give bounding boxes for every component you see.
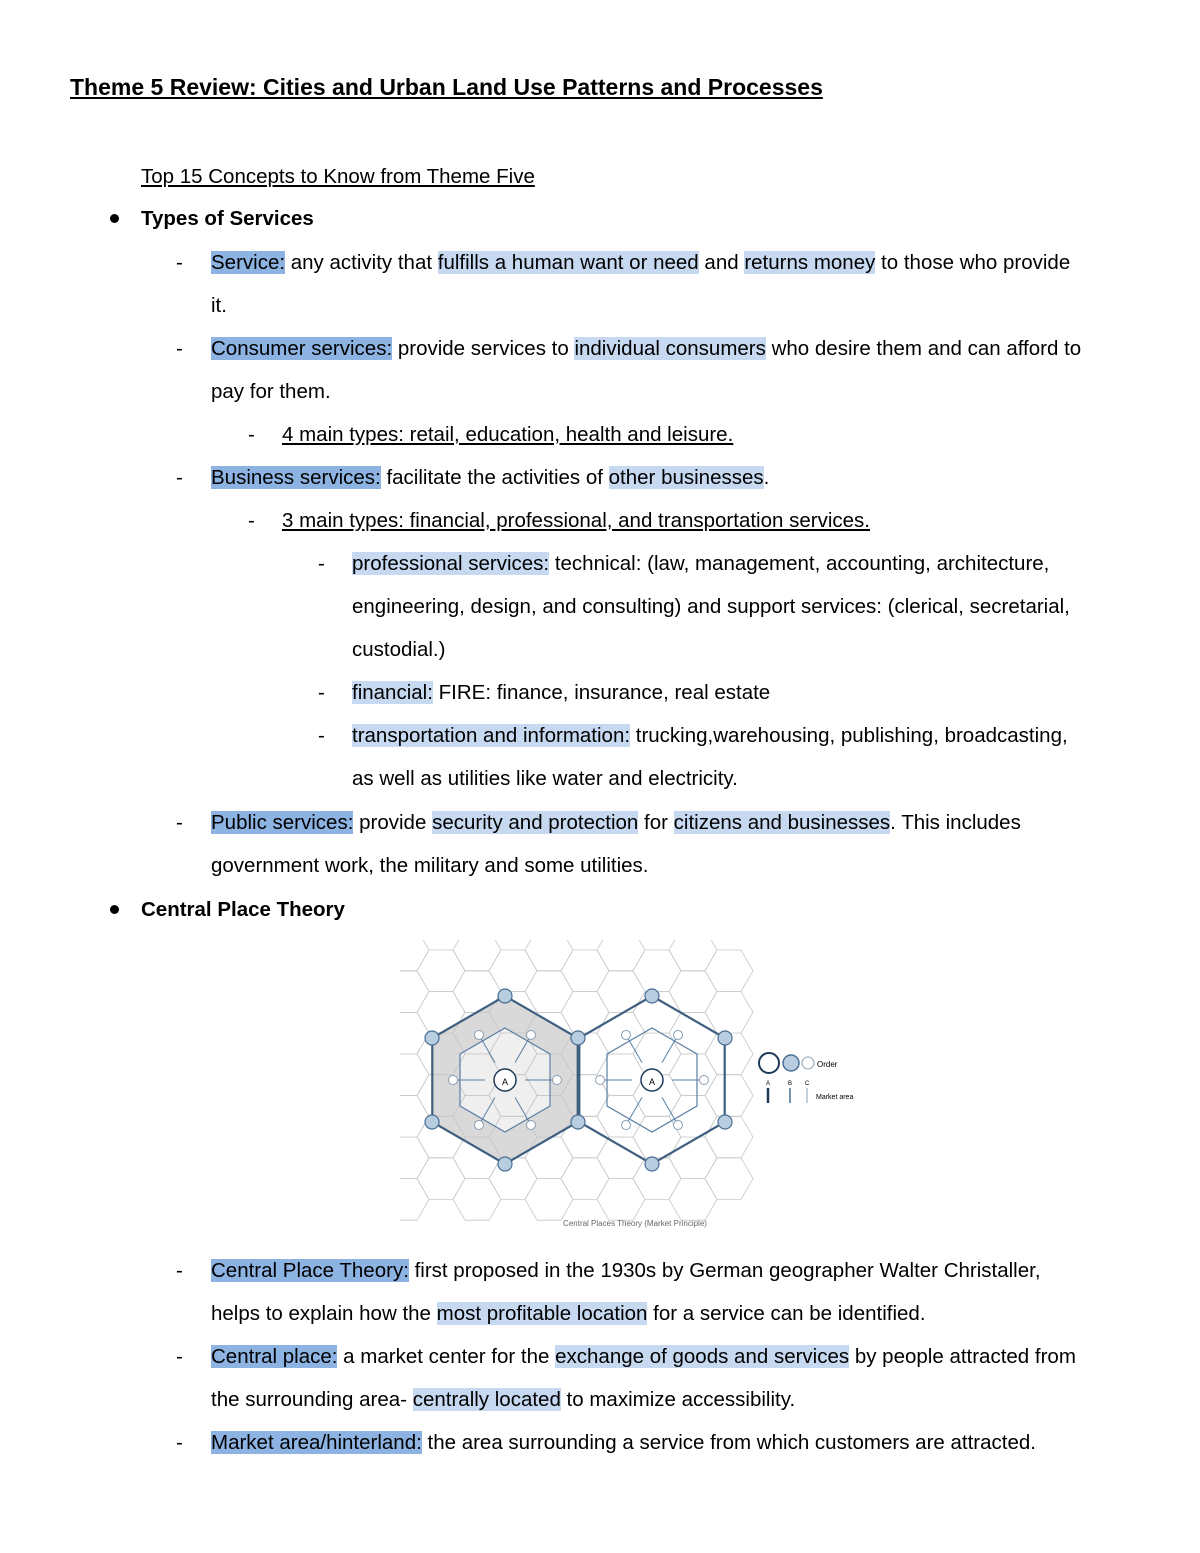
grid-hex	[597, 971, 645, 1013]
section-heading-central-place-theory: Central Place Theory	[141, 898, 345, 921]
hexagon-diagram-svg	[400, 940, 870, 1230]
order-c-node	[622, 1030, 631, 1039]
term-public-services: Public services:	[211, 811, 354, 834]
professional-services-definition	[352, 550, 1049, 578]
text-span: first proposed in the 1930s by German geographer Walter Christaller,	[408, 1259, 1041, 1282]
cpt-definition-cont	[211, 1300, 926, 1328]
public-services-definition	[211, 809, 1021, 837]
term-market-area: Market area/hinterland:	[211, 1431, 422, 1454]
legend-a-label: A	[766, 1081, 771, 1087]
highlight-span: most profitable location	[436, 1302, 648, 1325]
grid-hex	[597, 1096, 645, 1138]
grid-hex	[489, 950, 537, 992]
text-span: by people attracted from	[849, 1345, 1076, 1368]
legend-circle-c	[802, 1057, 814, 1069]
legend-c-label: C	[805, 1081, 810, 1087]
grid-hex	[705, 1075, 753, 1117]
legend-circle-a	[759, 1053, 779, 1073]
highlight-span: returns money	[744, 251, 876, 274]
highlight-span: fulfills a human want or need	[437, 251, 699, 274]
order-b-node	[571, 1031, 585, 1045]
grid-hex	[597, 1137, 645, 1179]
grid-hex	[561, 950, 609, 992]
order-b-node	[425, 1031, 439, 1045]
text-span: provide services to	[392, 337, 575, 360]
text-span: .	[763, 466, 770, 489]
grid-hex	[525, 940, 573, 971]
dash-marker: -	[248, 423, 255, 446]
order-c-node	[527, 1030, 536, 1039]
grid-hex	[400, 1096, 429, 1138]
grid-hex	[489, 1158, 537, 1200]
grid-hex	[597, 1179, 645, 1221]
term-professional-services: professional services:	[352, 552, 550, 575]
bullet-dot	[110, 905, 119, 914]
cpt-definition	[211, 1257, 1041, 1285]
dash-marker: -	[248, 509, 255, 532]
dash-marker: -	[176, 337, 183, 360]
grid-hex	[669, 1137, 717, 1179]
grid-hex	[705, 992, 753, 1034]
grid-hex	[400, 940, 429, 971]
text-span: for a service can be identified.	[647, 1302, 926, 1325]
business-services-definition	[211, 464, 769, 492]
grid-hex	[561, 1158, 609, 1200]
order-c-node	[700, 1076, 709, 1085]
consumer-services-definition	[211, 335, 1081, 363]
order-c-node	[674, 1030, 683, 1039]
order-c-node	[449, 1076, 458, 1085]
grid-hex	[453, 1179, 501, 1221]
page-title: Theme 5 Review: Cities and Urban Land Use Patterns and Processes	[70, 74, 823, 100]
order-b-node	[718, 1031, 732, 1045]
service-definition	[211, 249, 1070, 277]
bullet-dot	[110, 214, 119, 223]
dash-marker: -	[176, 1431, 183, 1454]
order-b-node	[571, 1115, 585, 1129]
professional-services-cont: custodial.)	[352, 638, 446, 661]
center-label-a-left: A	[501, 1077, 509, 1087]
order-b-node	[498, 1157, 512, 1171]
grid-hex	[400, 971, 429, 1013]
highlight-span: security and protection	[432, 811, 639, 834]
order-b-node	[498, 989, 512, 1003]
grid-hex	[705, 1158, 753, 1200]
dash-marker: -	[318, 724, 325, 747]
grid-hex	[417, 950, 465, 992]
order-b-node	[718, 1115, 732, 1129]
highlight-span: centrally located	[412, 1388, 561, 1411]
highlight-span: other businesses	[608, 466, 764, 489]
text-span: to those who provide	[875, 251, 1071, 274]
term-transportation: transportation and information:	[352, 724, 631, 747]
figure-caption: Central Places Theory (Market Principle)	[563, 1219, 707, 1228]
dash-marker: -	[176, 1259, 183, 1282]
section-heading-types-of-services: Types of Services	[141, 207, 314, 230]
central-place-theory-diagram	[400, 940, 870, 1230]
order-c-node	[527, 1121, 536, 1130]
term-financial: financial:	[352, 681, 433, 704]
grid-hex	[453, 940, 501, 971]
dash-marker: -	[176, 1345, 183, 1368]
grid-hex	[669, 940, 717, 971]
public-services-cont: government work, the military and some utilities.	[211, 854, 649, 877]
highlight-span: individual consumers	[574, 337, 766, 360]
grid-hex	[400, 1054, 429, 1096]
order-b-node	[645, 989, 659, 1003]
legend-b-label: B	[788, 1081, 793, 1087]
market-area-definition	[211, 1429, 1036, 1457]
transport-cont: as well as utilities like water and electricity.	[352, 767, 738, 790]
central-place-definition	[211, 1343, 1076, 1371]
text-span: a market center for the	[337, 1345, 556, 1368]
term-central-place: Central place:	[211, 1345, 338, 1368]
order-b-node	[645, 1157, 659, 1171]
grid-hex	[597, 1012, 645, 1054]
order-c-node	[475, 1121, 484, 1130]
grid-hex	[669, 1054, 717, 1096]
order-c-node	[674, 1121, 683, 1130]
grid-hex	[633, 1033, 681, 1075]
consumer-services-cont: pay for them.	[211, 380, 331, 403]
highlight-span: citizens and businesses	[673, 811, 891, 834]
order-c-node	[475, 1030, 484, 1039]
text-span: the surrounding area-	[211, 1388, 413, 1411]
grid-hex	[561, 992, 609, 1034]
grid-hex	[705, 950, 753, 992]
central-place-cont	[211, 1386, 795, 1414]
grid-hex	[633, 950, 681, 992]
grid-hex	[597, 1054, 645, 1096]
service-definition-cont: it.	[211, 294, 227, 317]
legend-circle-b	[783, 1055, 799, 1071]
highlight-span: exchange of goods and services	[555, 1345, 850, 1368]
text-span: to maximize accessibility.	[560, 1388, 796, 1411]
text-span: for	[638, 811, 674, 834]
transport-definition	[352, 722, 1068, 750]
dash-marker: -	[176, 251, 183, 274]
center-label-a-right: A	[648, 1077, 656, 1087]
text-span: trucking,warehousing, publishing, broadcasting,	[630, 724, 1068, 747]
business-main-types: 3 main types: financial, professional, and transportation services.	[282, 509, 870, 532]
order-c-node	[622, 1121, 631, 1130]
grid-hex	[417, 1158, 465, 1200]
legend-market-area-label: Market area	[816, 1094, 854, 1101]
text-span: . This includes	[890, 811, 1021, 834]
grid-hex	[400, 1137, 429, 1179]
text-span: helps to explain how the	[211, 1302, 437, 1325]
term-business-services: Business services:	[211, 466, 381, 489]
dash-marker: -	[318, 552, 325, 575]
order-b-node	[425, 1115, 439, 1129]
text-span: technical: (law, management, accounting, architecture,	[549, 552, 1050, 575]
order-c-node	[553, 1076, 562, 1085]
grid-hex	[669, 1179, 717, 1221]
term-consumer-services: Consumer services:	[211, 337, 393, 360]
text-span: provide	[353, 811, 433, 834]
text-span: any activity that	[285, 251, 438, 274]
grid-hex	[597, 940, 645, 971]
dash-marker: -	[318, 681, 325, 704]
text-span: and	[698, 251, 745, 274]
order-c-node	[596, 1076, 605, 1085]
subtitle: Top 15 Concepts to Know from Theme Five	[141, 165, 535, 188]
term-central-place-theory: Central Place Theory:	[211, 1259, 409, 1282]
grid-hex	[400, 1179, 429, 1221]
consumer-main-types: 4 main types: retail, education, health and leisure.	[282, 423, 734, 446]
professional-services-cont: engineering, design, and consulting) and support services: (clerical, secretarial,	[352, 595, 1070, 618]
grid-hex	[525, 971, 573, 1013]
financial-definition	[352, 679, 770, 707]
dash-marker: -	[176, 811, 183, 834]
text-span: facilitate the activities of	[380, 466, 609, 489]
text-span: who desire them and can afford to	[765, 337, 1082, 360]
term-service: Service:	[211, 251, 286, 274]
dash-marker: -	[176, 466, 183, 489]
text-span: the area surrounding a service from which customers are attracted.	[421, 1431, 1036, 1454]
grid-hex	[525, 1179, 573, 1221]
grid-hex	[669, 971, 717, 1013]
text-span: FIRE: finance, insurance, real estate	[432, 681, 771, 704]
grid-hex	[400, 1012, 429, 1054]
legend-order-label: Order	[817, 1060, 838, 1069]
